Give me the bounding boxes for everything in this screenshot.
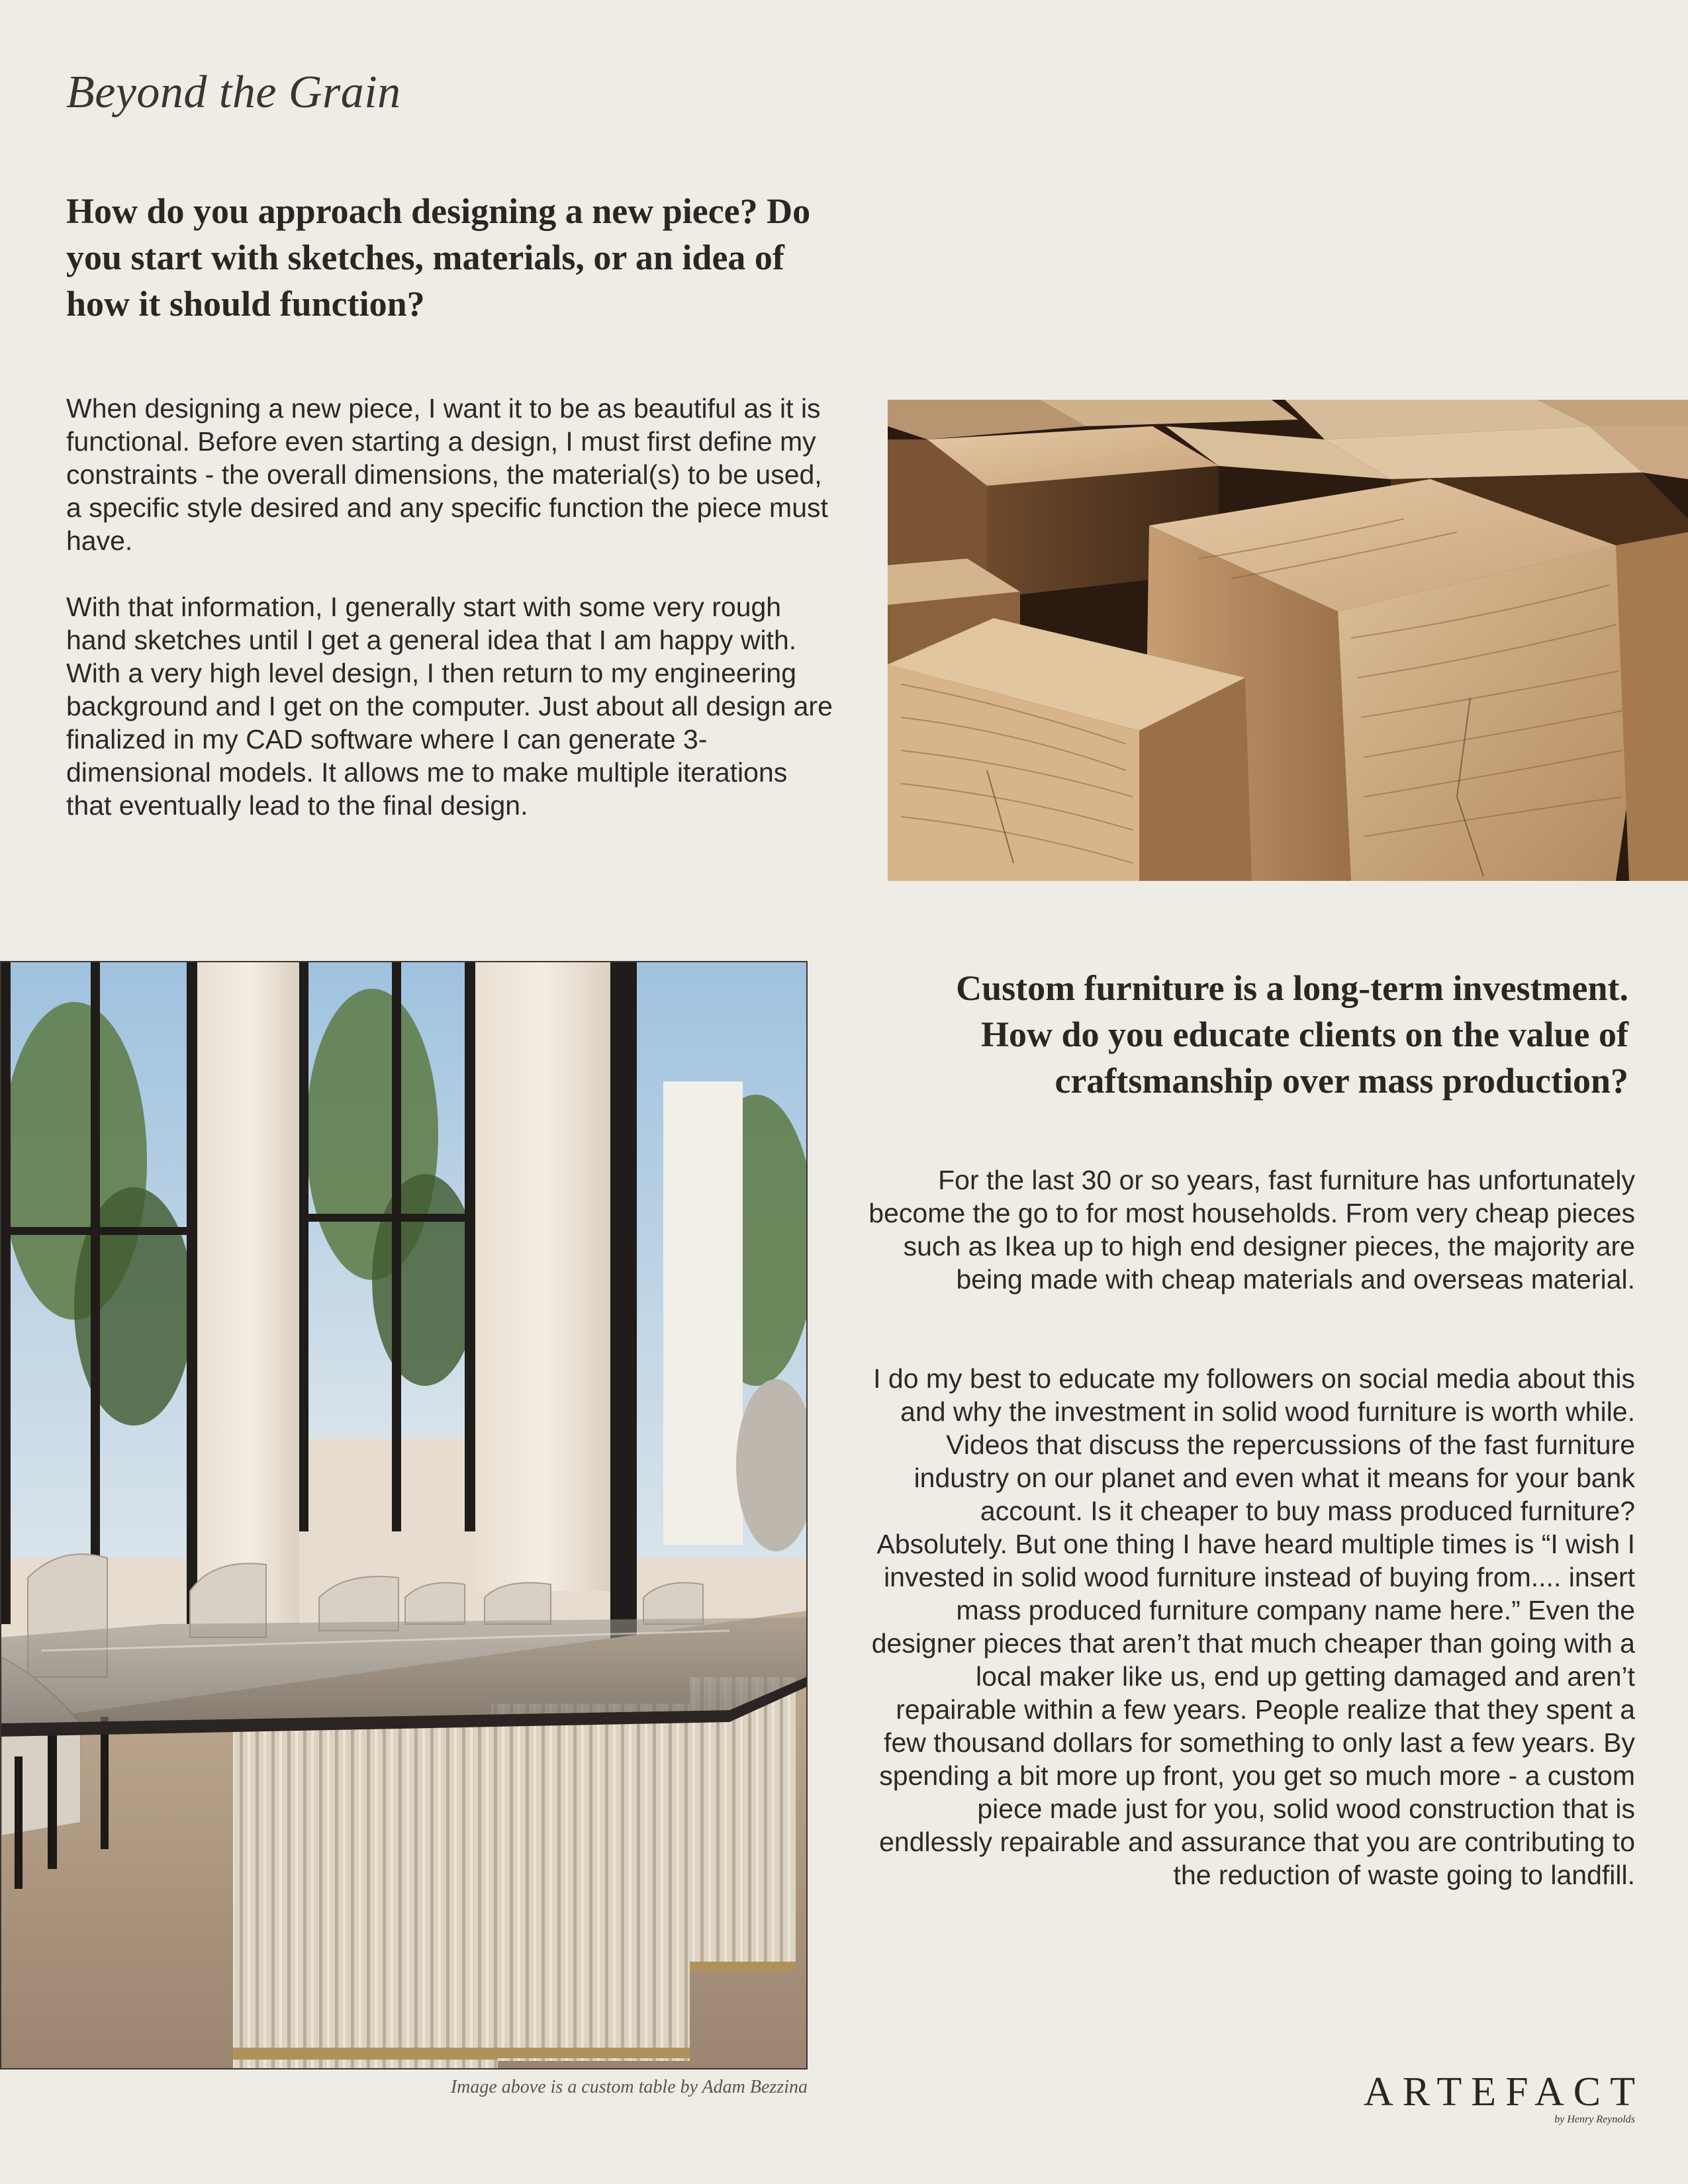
answer-body-1 bbox=[66, 392, 834, 855]
answer-2-paragraph-2: I do my best to educate my followers on social media about this and why the investment in solid wood furniture is worth while. Videos that discuss the repercussions of the fast furniture industry on our planet and even what it means for your bank account. Is it cheaper to buy mass produced furniture? Absolutely. But one thing I have heard multiple times is “I wish I invested in solid wood furniture instead of buying from.... insert mass produced furniture company name here.” Even the designer pieces that aren’t that much cheaper than going with a local maker like us, end up getting damaged and aren’t repairable within a few years. People realize that they spent a few thousand dollars for something to only last a few years. By spending a bit more up front, you get so much more - a custom piece made just for you, solid wood construction that is endlessly repairable and assurance that you are contributing to the reduction of waste going to landfill. bbox=[871, 1363, 1635, 1890]
answer-1-paragraph-2: With that information, I generally start with some very rough hand sketches until I get a general idea that I am happy with. With a very high level design, I then return to my engineering background and I get on the computer. Just about all design are finalized in my CAD software where I can generate 3-dimensional models. It allows me to make multiple iterations that eventually lead to the final design. bbox=[66, 592, 833, 821]
section-label: Beyond the Grain bbox=[66, 67, 401, 118]
answer-1-paragraph-1: When designing a new piece, I want it to be as beautiful as it is functional. Before even starting a design, I must first define my constraints - the overall dimensions, the material(s) to be used, a specific style desired and any specific function the piece must have. bbox=[66, 393, 828, 556]
question-heading-1: How do you approach designing a new piece? Do you start with sketches, materials, or an idea of how it should function? bbox=[66, 191, 811, 324]
question-heading-2: Custom furniture is a long-term investment. How do you educate clients on the value of craftsmanship over mass production? bbox=[956, 968, 1628, 1101]
custom-table-photo bbox=[0, 961, 808, 2070]
answer-body-2 bbox=[867, 1163, 1635, 1891]
wood-blocks-photo bbox=[888, 400, 1688, 881]
image-caption: Image above is a custom table by Adam Bezzina bbox=[450, 2077, 808, 2097]
brand-name: ARTEFACT bbox=[1363, 2070, 1644, 2115]
answer-2-paragraph-1: For the last 30 or so years, fast furniture has unfortunately become the go to for most households. From very cheap pieces such as Ikea up to high end designer pieces, the majority are being made with cheap materials and overseas material. bbox=[868, 1165, 1635, 1295]
brand-logo bbox=[1297, 2070, 1644, 2126]
brand-tagline: by Henry Reynolds bbox=[1554, 2114, 1635, 2125]
